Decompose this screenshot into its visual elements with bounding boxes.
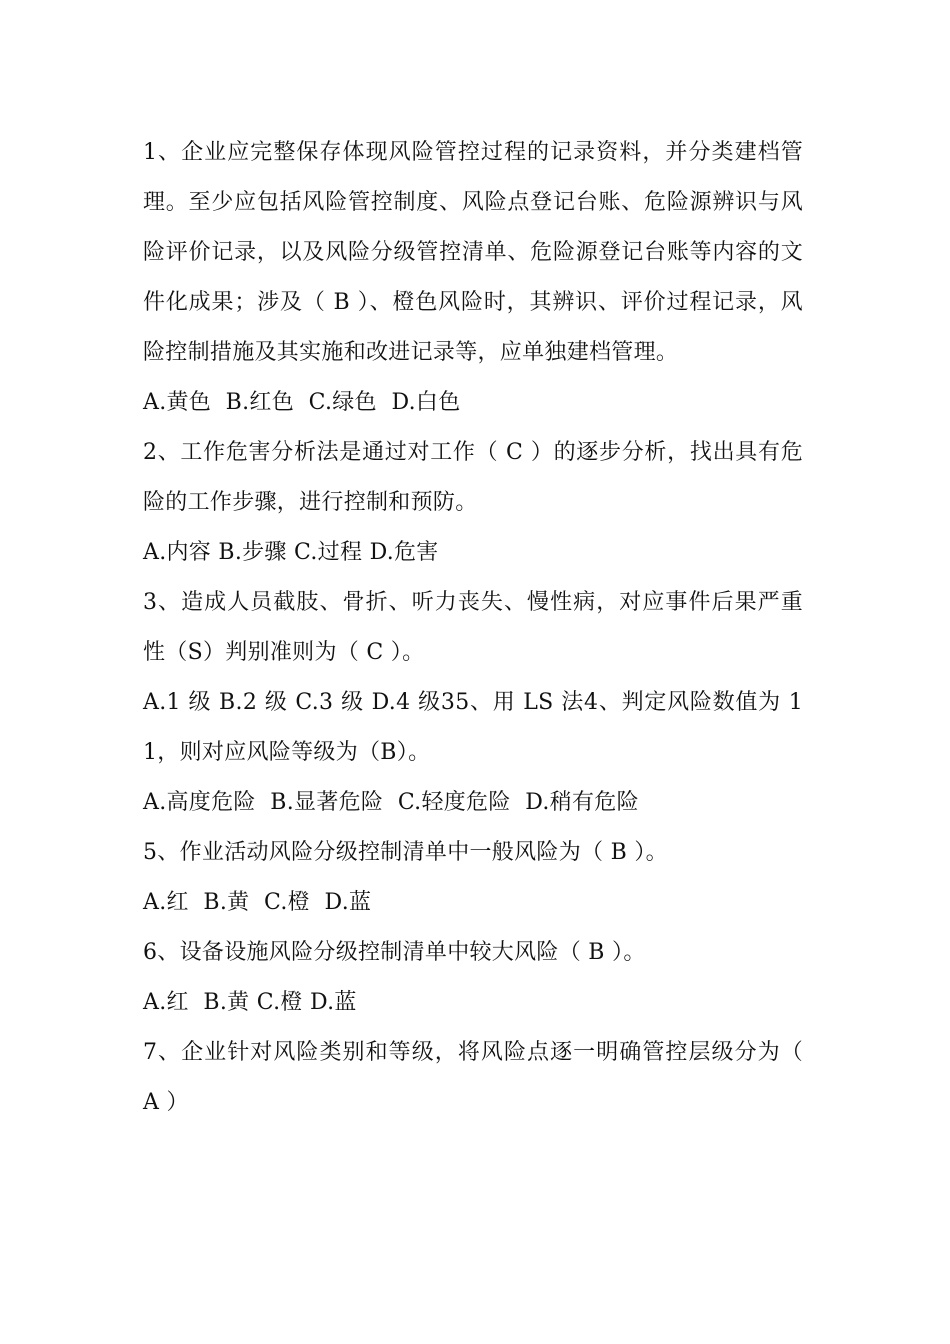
question-4-options: A.高度危险 B.显著危险 C.轻度危险 D.稍有危险	[143, 790, 639, 815]
question-1-text: 1、企业应完整保存体现风险管控过程的记录资料，并分类建档管理。至少应包括风险管控制度、风险点登记台账、危险源辨识与风险评价记录，以及风险分级管控清单、危险源登记台账等内容的文件化成果；涉及（ B ）、橙色风险时，其辨识、评价过程记录，风险控制措施及其实施和改进记录等，应单独建档管理。	[143, 140, 803, 365]
question-2-text: 2、工作危害分析法是通过对工作（ C ）的逐步分析，找出具有危险的工作步骤，进行控制和预防。	[143, 440, 803, 515]
question-5-text: 5、作业活动风险分级控制清单中一般风险为（ B ）。	[143, 840, 668, 865]
question-3-text: 3、造成人员截肢、骨折、听力丧失、慢性病，对应事件后果严重性（S）判别准则为（ C ）。	[143, 590, 803, 665]
question-6-text: 6、设备设施风险分级控制清单中较大风险（ B ）。	[143, 940, 646, 965]
question-3-options: A.1 级 B.2 级 C.3 级 D.4 级35、用 LS 法4、判定风险数值为 11，则对应风险等级为（B）。	[143, 690, 803, 765]
question-2-options: A.内容 B.步骤 C.过程 D.危害	[143, 540, 439, 565]
question-6-options: A.红 B.黄 C.橙 D.蓝	[143, 990, 357, 1015]
question-1-options: A.黄色 B.红色 C.绿色 D.白色	[143, 390, 461, 415]
question-5-options: A.红 B.黄 C.橙 D.蓝	[143, 890, 372, 915]
question-7-text: 7、企业针对风险类别和等级，将风险点逐一明确管控层级分为（ A ）	[143, 1040, 803, 1115]
question-list	[143, 128, 803, 1128]
